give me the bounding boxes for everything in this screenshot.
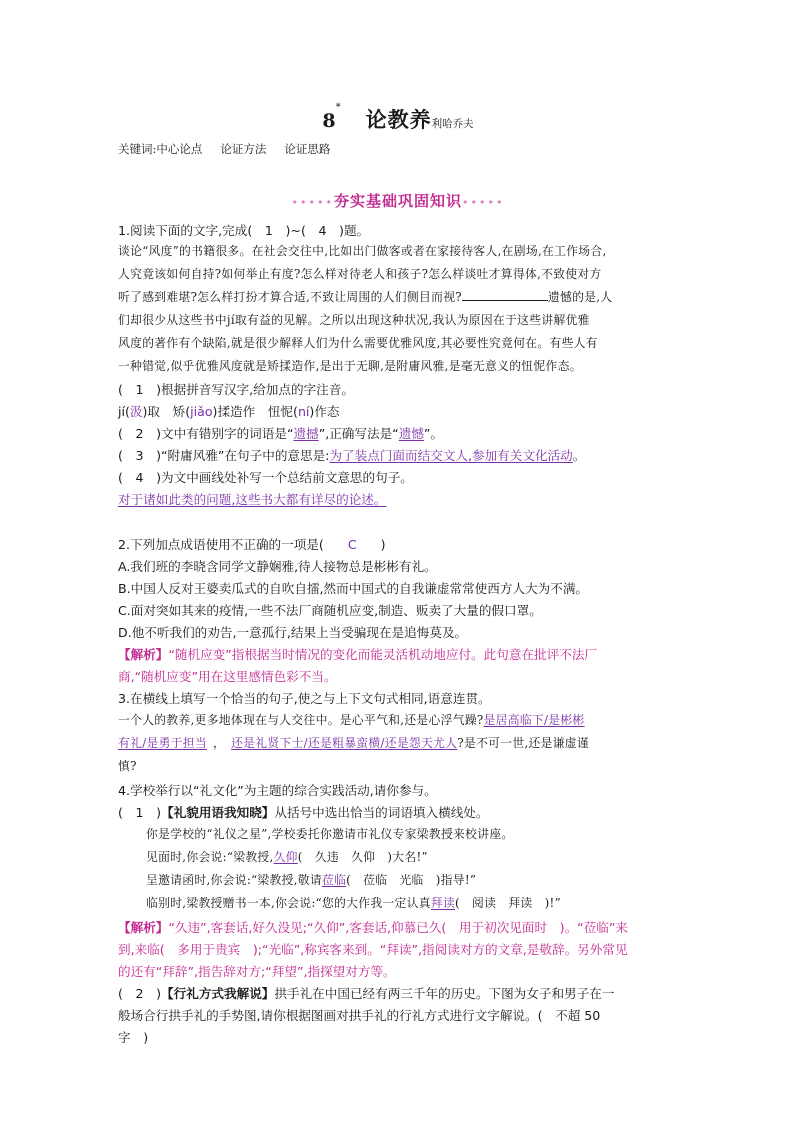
- passage-line: 谈论“风度”的书籍很多。在社会交往中,比如出门做客或者在家接待客人,在剧场,在工作场合,: [118, 244, 607, 258]
- q3-text: 有礼/是勇于担当 ， 还是礼贤下士/还是粗暴蛮横/还是怨天尤人?是不可一世,还是谦虚谨: [118, 736, 590, 750]
- q4-dialogue: 临别时,梁教授赠书一本,你会说:“您的大作我一定认真拜读( 阅读 拜读 )!”: [146, 896, 561, 910]
- keywords-label: 关键词:: [118, 142, 157, 156]
- q1-sub1: ( 1 )根据拼音写汉字,给加点的字注音。: [118, 382, 354, 397]
- q1-sub3: ( 3 )“附庸风雅”在句子中的意思是:为了装点门面而结交文人,参加有关文化活动。: [118, 448, 586, 463]
- q2-option-c: C.面对突如其来的疫情,一些不法厂商随机应变,制造、贩卖了大量的假口罩。: [118, 603, 542, 618]
- banner-text: 夯实基础巩固知识: [333, 192, 462, 210]
- keyword-item: 中心论点: [156, 142, 203, 156]
- lesson-author: 利哈乔夫: [431, 118, 474, 130]
- q2-option-b: B.中国人反对王婆卖瓜式的自吹自擂,然而中国式的自我谦虚常常使西方人大为不满。: [118, 581, 589, 596]
- q4-stem: 4.学校举行以“礼文化”为主题的综合实践活动,请你参与。: [118, 783, 437, 798]
- fill-blank: [462, 290, 548, 301]
- q4-analysis-cont: 的还有“拜辞”,指告辞对方;“拜望”,指探望对方等。: [118, 964, 396, 979]
- lesson-name: 论教养: [365, 107, 432, 132]
- q4-sub2-cont: 般场合行拱手礼的手势图,请你根据图画对拱手礼的行礼方式进行文字解说。( 不超 50: [118, 1008, 601, 1023]
- optional-star: *: [335, 102, 341, 113]
- q1-sub4: ( 4 )为文中画线处补写一个总结前文意思的句子。: [118, 470, 413, 485]
- passage-line: 人究竟该如何自持?如何举止有度?怎么样对待老人和孩子?怎么样谈吐才算得体,不致使对方: [118, 267, 602, 281]
- q3-stem: 3.在横线上填写一个恰当的句子,使之与上下文句式相同,语意连贯。: [118, 691, 491, 706]
- keyword-item: 论证方法: [220, 142, 267, 156]
- q1-sub4-answer: 对于诸如此类的问题,这些书大都有详尽的论述。: [118, 492, 387, 507]
- q4-dialogue: 呈邀请函时,你会说:“梁教授,敬请莅临( 莅临 光临 )指导!”: [146, 873, 477, 887]
- q3-text: 一个人的教养,更多地体现在与人交往中。是心平气和,还是心浮气躁?是居高临下/是彬彬: [118, 713, 585, 727]
- lesson-title: [118, 104, 678, 134]
- q1-stem: 1.阅读下面的文字,完成( 1 )~( 4 )题。: [118, 223, 370, 238]
- keyword-item: 论证思路: [284, 142, 331, 156]
- passage-line: 听了感到难堪?怎么样打扮才算合适,不致让周围的人们侧目而视? 遗憾的是,人: [118, 290, 613, 304]
- q4-sub2-cont: 字 ): [118, 1030, 149, 1045]
- q2-analysis-cont: 商,“随机应变”用在这里感情色彩不当。: [118, 669, 337, 684]
- passage-line: 一种错觉,似乎优雅风度就是矫揉造作,是出于无聊,是附庸风雅,是毫无意义的忸怩作态。: [118, 359, 582, 373]
- lesson-number: 8: [322, 110, 336, 132]
- q2-option-d: D.他不听我们的劝告,一意孤行,结果上当受骗现在是追悔莫及。: [118, 625, 468, 640]
- q2-option-a: A.我们班的李晓含同学文静娴雅,待人接物总是彬彬有礼。: [118, 559, 437, 574]
- q3-text: 慎?: [118, 759, 137, 773]
- q1-sub1-answer: jí(汲)取 矫(jiǎo)揉造作 忸怩(ní)作态: [118, 404, 340, 419]
- passage-line: 们却很少从这些书中jí取有益的见解。之所以出现这种状况,我认为原因在于这些讲解优雅: [118, 313, 590, 327]
- q4-analysis: 【解析】“久违”,客套话,好久没见;“久仰”,客套话,仰慕已久( 用于初次见面时 )。“莅临”来: [118, 920, 629, 935]
- keywords-row: [118, 141, 348, 157]
- q2-analysis: 【解析】“随机应变”指根据当时情况的变化而能灵活机动地应付。此句意在批评不法厂: [118, 647, 598, 662]
- q4-sub1: ( 1 )【礼貌用语我知晓】从括号中选出恰当的词语填入横线处。: [118, 805, 489, 820]
- q2-stem: 2.下列加点成语使用不正确的一项是( C ): [118, 537, 386, 552]
- q4-dialogue: 见面时,你会说:“梁教授,久仰( 久违 久仰 )大名!”: [146, 850, 428, 864]
- q4-dialogue: 你是学校的“礼仪之星”,学校委托你邀请市礼仪专家梁教授来校讲座。: [146, 827, 514, 841]
- section-banner: •••••夯实基础巩固知识•••••: [291, 192, 505, 210]
- passage-line: 风度的著作有个缺陷,就是很少解释人们为什么需要优雅风度,其必要性究竟何在。有些人有: [118, 336, 598, 350]
- q1-sub2: ( 2 )文中有错别字的词语是“遗撼”,正确写法是“遗憾”。: [118, 426, 444, 441]
- q4-sub2: ( 2 )【行礼方式我解说】拱手礼在中国已经有两三千年的历史。下图为女子和男子在一: [118, 986, 615, 1001]
- q4-analysis-cont: 到,来临( 多用于贵宾 );“光临”,称宾客来到。“拜读”,指阅读对方的文章,是敬辞。另外常见: [118, 942, 628, 957]
